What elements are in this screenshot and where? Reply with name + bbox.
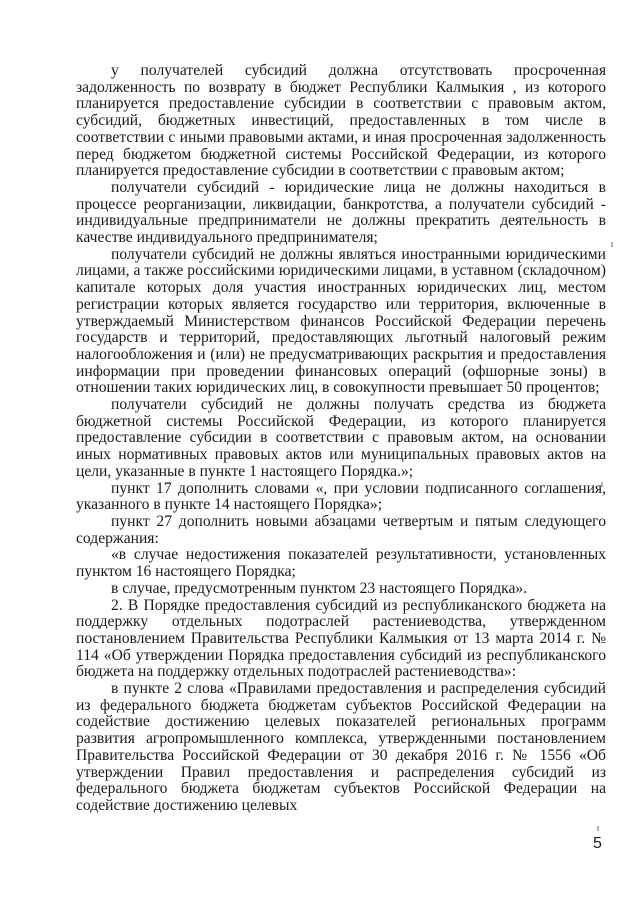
document-body: [76, 63, 606, 815]
paragraph-foreign-entities-requirement: получатели субсидий не должны являться иностранными юридическими лицами, а также российскими юридическими лицами, в уставном (складочном) капитале которых доля участия иностранных юридических лиц, местом регистрации которых является государство или территория, включенные в утверждаемый Министерством финансов Российской Федерации перечень государств и территорий, предоставляющих льготный налоговый режим налогообложения и (или) не предусматривающих раскрытия и предоставления информации при проведении финансовых операций (офшорные зоны) в отношении таких юридических лиц, в совокупности превышает 50 процентов;: [76, 245, 606, 397]
paragraph-other-funds-requirement: получатели субсидий не должны получать средства из бюджета бюджетной системы Российской Федерации, из которого планируется предоставление субсидии в соответствии с правовым актом, на основании иных нормативных правовых актов или муниципальных правовых актов на цели, указанные в пункте 1 настоящего Порядка.»;: [76, 396, 606, 480]
paragraph-quoted-item-23: в случае, предусмотренным пунктом 23 настоящего Порядка».: [111, 579, 528, 597]
paragraph-debt-requirement: у получателей субсидий должна отсутствовать просроченная задолженность по возврату в бюджет Республики Калмыкия , из которого планируется предоставление субсидии в соответствии с правовым актом, субсидий, бюджетных инвестиций, предоставленных в том числе в соответствии с иными правовыми актами, и иная просроченная задолженность перед бюджетом бюджетной системы Российской Федерации, из которого планируется предоставление субсидии в соответствии с правовым актом;: [76, 62, 606, 180]
scan-speck: [611, 242, 613, 247]
paragraph-quoted-indicators: «в случае недостижения показателей результативности, установленных пунктом 16 настоящего Порядка;: [76, 546, 606, 581]
page-number: 5: [593, 835, 602, 852]
paragraph-item-27-amendment: пункт 27 дополнить новыми абзацами четвертым и пятым следующего содержания:: [76, 512, 606, 547]
paragraph-item-2-amendment: в пункте 2 слова «Правилами предоставления и распределения субсидий из федерального бюджета бюджетам субъектов Российской Федерации на содействие достижению целевых показателей региональных программ развития агропромышленного комплекса, утвержденными постановлением Правительства Российской Федерации от 30 декабря 2016 г. № 1556 «Об утверждении Правил предоставления и распределения субсидий из федерального бюджета бюджетам субъектов Российской Федерации на содействие достижению целевых: [76, 680, 606, 814]
scan-speck: [601, 482, 603, 487]
paragraph-item-17-amendment: пункт 17 дополнить словами «, при условии подписанного соглашения, указанного в пункте 14 настоящего Порядка»;: [76, 479, 606, 514]
paragraph-section-2-heading: 2. В Порядке предоставления субсидий из республиканского бюджета на поддержку отдельных подотраслей растениеводства, утвержденном постановлением Правительства Республики Калмыкия от 13 марта 2014 г. № 114 «Об утверждении Порядка предоставления субсидий из республиканского бюджета на поддержку отдельных подотраслей растениеводства»:: [76, 596, 606, 681]
scan-speck: [597, 826, 599, 831]
paragraph-reorganization-requirement: получатели субсидий - юридические лица не должны находиться в процессе реорганизации, ликвидации, банкротства, а получатели субсидий - индивидуальные предприниматели не должны прекратить деятельность в качестве индивидуального предпринимателя;: [76, 178, 606, 247]
